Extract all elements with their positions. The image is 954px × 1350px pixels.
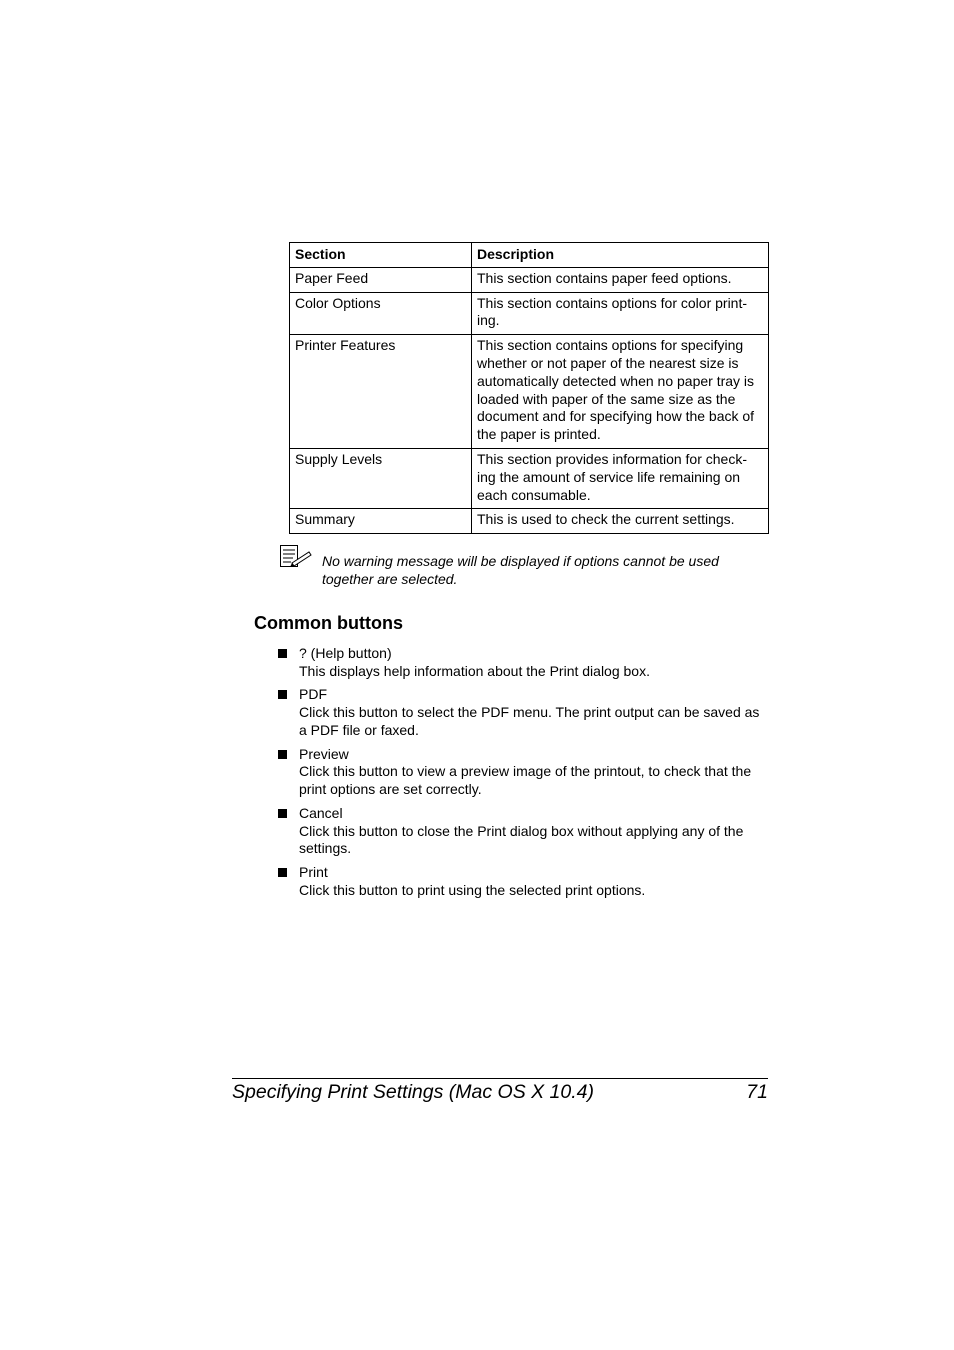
button-name: ? (Help button) (299, 645, 392, 661)
square-bullet-icon (278, 649, 287, 658)
description-cell: This section contains options for specifying whether or not paper of the nearest size is automatically detected when no paper tray is loaded with paper of the same size as the document and for specifying how the back of the paper is printed. (472, 335, 769, 449)
description-cell: This is used to check the current settings. (472, 509, 769, 534)
button-description: Click this button to print using the selected print options. (299, 881, 646, 898)
section-heading: Common buttons (254, 613, 403, 633)
table-row (290, 335, 769, 449)
button-description: Click this button to view a preview image of the printout, to check that the print options are set correctly. (299, 763, 752, 798)
square-bullet-icon (278, 750, 287, 759)
page-number: 71 (746, 1081, 768, 1103)
section-cell: Paper Feed (290, 267, 472, 292)
table-header-row (290, 243, 769, 268)
button-description: Click this button to close the Print dialog box without applying any of the settings. (299, 822, 744, 857)
button-description: This displays help information about the Print dialog box. (299, 662, 650, 679)
square-bullet-icon (278, 690, 287, 699)
column-header-description: Description (472, 243, 769, 268)
button-name: PDF (299, 686, 327, 703)
button-description: Click this button to select the PDF menu. The print output can be saved as a PDF file or faxed. (299, 704, 760, 738)
table-row (290, 448, 769, 508)
list-item (276, 805, 771, 858)
list-item (276, 645, 771, 681)
description-cell: This section provides information for check-ing the amount of service life remaining on each consumable. (472, 448, 769, 508)
list-item (276, 746, 771, 799)
section-cell: Printer Features (290, 335, 472, 449)
button-name: Preview (299, 745, 349, 762)
button-name: Cancel (299, 804, 343, 821)
list-item (276, 686, 771, 739)
list-item (276, 864, 771, 900)
note-pencil-icon (279, 544, 313, 568)
sections-table (289, 242, 769, 534)
section-cell: Supply Levels (290, 448, 472, 508)
description-cell: This section contains paper feed options. (472, 267, 769, 292)
note-text: No warning message will be displayed if options cannot be used together are selected. (322, 553, 719, 587)
section-cell: Summary (290, 509, 472, 534)
common-buttons-list (276, 645, 771, 905)
column-header-section: Section (290, 243, 472, 268)
button-name: Print (299, 863, 328, 880)
footer-title: Specifying Print Settings (Mac OS X 10.4) (232, 1081, 594, 1103)
table-row (290, 267, 769, 292)
section-cell: Color Options (290, 292, 472, 335)
table-row (290, 509, 769, 534)
square-bullet-icon (278, 809, 287, 818)
description-cell: This section contains options for color print-ing. (472, 292, 769, 335)
table-row (290, 292, 769, 335)
square-bullet-icon (278, 868, 287, 877)
footer-divider (232, 1078, 768, 1079)
